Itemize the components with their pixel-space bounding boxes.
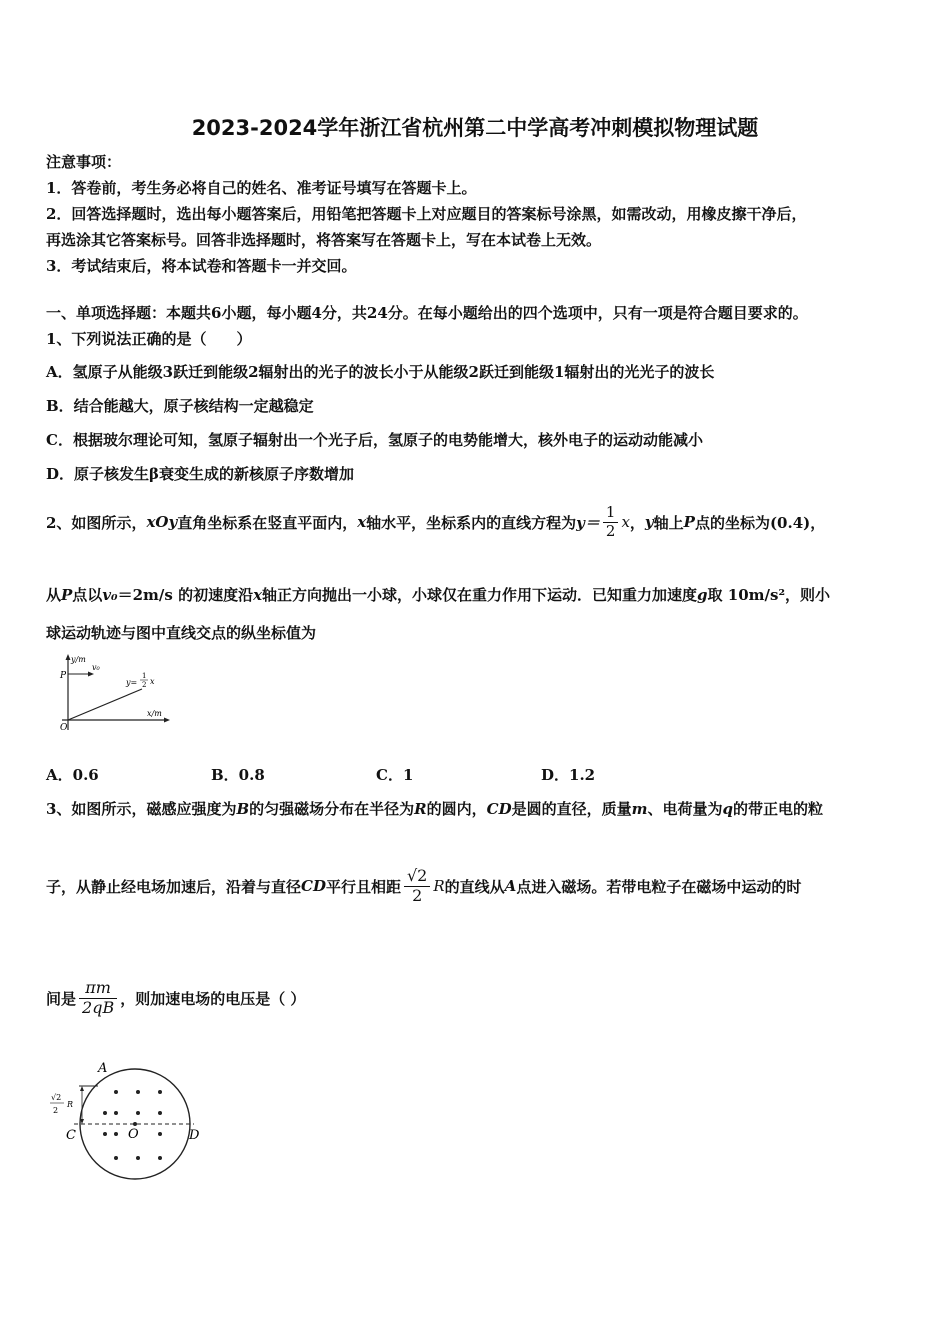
field-dot [136,1156,140,1160]
q3-stem-line1: 3、如图所示，磁感应强度为B的匀强磁场分布在半径为R的圆内，CD是圆的直径，质量m、电荷量为q的带正电的粒 [46,800,824,818]
y-axis-label: y/m [71,655,86,664]
field-dot [114,1132,118,1136]
fraction-half: $\frac{1}{2}$ [603,504,619,540]
q3-stem-line3: 间是 $\frac{\pi m}{2qB}$ ，则加速电场的电压是（ ） [46,978,306,1017]
distance-frac-num: √2 [51,1093,62,1102]
fraction-time: $\frac{\pi m}{2qB}$ [79,979,117,1017]
line-eq-num: 1 [142,672,147,680]
q1-stem: 1、下列说法正确的是（ ） [46,330,252,348]
point-a-label: A [98,1061,108,1076]
note-item-3: 3．考试结束后，将本试卷和答题卡一并交回。 [46,257,357,275]
q2-stem-line1: 2、如图所示， xOy 直角坐标系在竖直平面内， x 轴水平，坐标系内的直线方程为 y＝ $\frac{1}{2}$ x ， y 轴上 P 点的坐标为(0.4)， [46,503,826,540]
field-dot [103,1111,107,1115]
velocity-arrowhead [88,672,94,677]
field-dot [136,1111,140,1115]
point-d-label: D [189,1128,200,1143]
q2-stem-line2: 从P点以v₀＝2m/s 的初速度沿x轴正方向抛出一小球，小球仅在重力作用下运动．已知重力加速度g取 10m/s²，则小 [46,586,831,604]
note-item-1: 1．答卷前，考生务必将自己的姓名、准考证号填写在答题卡上。 [46,179,477,197]
point-c-label: C [66,1128,76,1143]
note-item-2: 2．回答选择题时，选出每小题答案后，用铅笔把答题卡上对应题目的答案标号涂黑，如需改动，用橡皮擦干净后， [46,205,807,223]
field-dot [103,1132,107,1136]
line-eq-label: y= [126,678,138,687]
q1-option-b: B．结合能越大，原子核结构一定越稳定 [46,397,314,415]
center-o-label: O [128,1127,139,1142]
field-dot [114,1111,118,1115]
q2-option-b: B．0.8 [211,766,265,784]
x-axis-arrow [164,718,170,723]
y-axis-arrow [66,654,71,660]
field-dot [158,1111,162,1115]
magnetic-field-dots [103,1090,162,1160]
q1-option-c: C．根据玻尔理论可知，氢原子辐射出一个光子后，氢原子的电势能增大，核外电子的运动动能减小 [46,431,703,449]
q2-stem-line3: 球运动轨迹与图中直线交点的纵坐标值为 [46,624,317,642]
q2-option-c: C．1 [376,766,414,784]
q1-option-a: A．氢原子从能级3跃迁到能级2辐射出的光子的波长小于从能级2跃迁到能级1辐射出的光光子的波长 [46,363,715,381]
point-p-label: P [60,671,67,681]
q2-coordinate-figure [50,650,175,740]
distance-arrow-top [80,1086,84,1091]
field-dot [158,1090,162,1094]
q3-stem-line2: 子，从静止经电场加速后，沿着与直径 CD 平行且相距 $\frac{√2}{2}$ R 的直线从 A 点进入磁场。若带电粒子在磁场中运动的时 [46,866,802,905]
origin-label: O [60,723,68,733]
line-eq-den: 2 [142,681,147,689]
q2-option-d: D．1.2 [541,766,596,784]
line-y-half-x [68,689,142,720]
distance-frac-den: 2 [53,1106,59,1115]
section-heading: 一、单项选择题：本题共6小题，每小题4分，共24分。在每小题给出的四个选项中，只有一项是符合题目要求的。 [46,304,808,322]
field-dot [158,1156,162,1160]
q3-magnetic-field-figure [46,1058,216,1183]
v0-label: v₀ [92,663,100,672]
field-dot [136,1090,140,1094]
center-point [133,1122,137,1126]
line-eq-var: x [150,677,155,686]
field-dot [114,1090,118,1094]
field-dot [114,1156,118,1160]
notes-heading: 注意事项： [46,153,122,171]
page-title: 2023-2024学年浙江省杭州第二中学高考冲刺模拟物理试题 [191,116,759,140]
field-dot [158,1132,162,1136]
distance-frac-var: R [67,1100,74,1109]
x-axis-label: x/m [147,709,162,718]
q2-option-a: A．0.6 [46,766,99,784]
fraction-sqrt2-over-2: $\frac{√2}{2}$ [404,867,430,905]
q1-option-d: D．原子核发生β衰变生成的新核原子序数增加 [46,465,354,483]
note-item-2-cont: 再选涂其它答案标号。回答非选择题时，将答案写在答题卡上，写在本试卷上无效。 [46,231,602,249]
